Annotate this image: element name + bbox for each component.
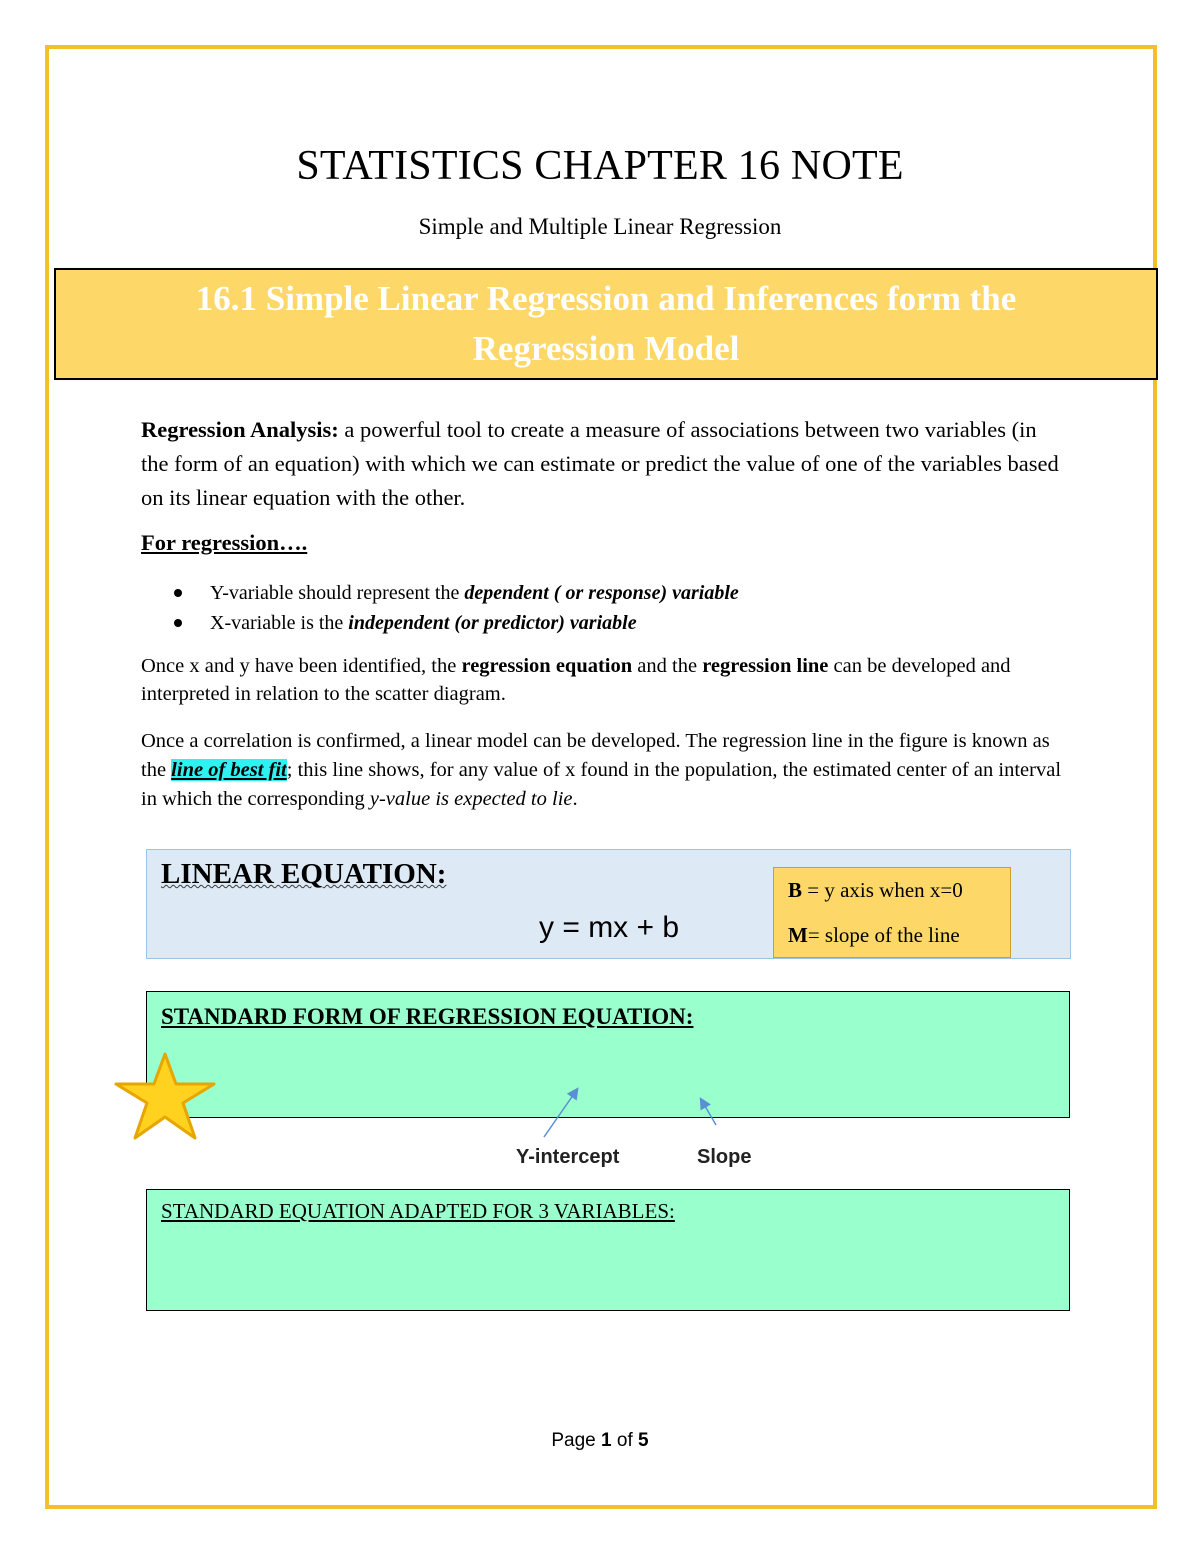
variable-definition-box: [773, 867, 1011, 958]
linear-equation-formula: y = mx + b: [539, 911, 680, 944]
pointer-arrows: [530, 1085, 730, 1145]
slope-label: Slope: [697, 1146, 752, 1168]
bullet-emphasis: independent (or predictor) variable: [348, 612, 637, 634]
section-heading: 16.1 Simple Linear Regression and Inferences form the Regression Model: [195, 279, 1017, 368]
bullet-text: Y-variable should represent the: [210, 582, 465, 604]
bullet-text: X-variable is the: [210, 612, 349, 634]
document-subtitle: Simple and Multiple Linear Regression: [418, 214, 782, 239]
list-item: [168, 578, 739, 608]
paragraph-correlation: Once a correlation is confirmed, a linear model can be developed. The regression line in the figure is known as the line of best fit; this line shows, for any value of x found in the population, the estimated center of an interval in which the corresponding y-value is expected to lie.: [141, 730, 1062, 810]
regression-definition: [141, 413, 1061, 515]
three-variable-title: STANDARD EQUATION ADAPTED FOR 3 VARIABLES:: [161, 1199, 675, 1223]
bullet-emphasis: dependent ( or response) variable: [464, 582, 739, 604]
three-variable-box: [146, 1189, 1070, 1311]
bold-term: regression equation: [461, 655, 633, 677]
b-definition: B = y axis when x=0: [788, 878, 963, 902]
star-icon: [114, 1050, 218, 1142]
document-title: STATISTICS CHAPTER 16 NOTE: [296, 143, 904, 189]
variable-bullet-list: [168, 578, 739, 638]
for-regression-heading: For regression….: [141, 530, 308, 555]
definition-term: Regression Analysis:: [141, 417, 339, 442]
page-total: 5: [638, 1430, 649, 1451]
definition-text: a powerful tool to create a measure of associations between two variables (in the form of an equation) with which we can estimate or predict the value of one of the variables based on its linear equation with the other.: [141, 417, 1059, 510]
y-intercept-label: Y-intercept: [516, 1146, 620, 1168]
y-intercept-arrow: [544, 1091, 576, 1137]
paragraph-once-identified: Once x and y have been identified, the regression equation and the regression line can be developed and interpreted in relation to the scatter diagram.: [141, 655, 1011, 705]
page-number: 1: [601, 1430, 612, 1451]
linear-equation-title: LINEAR EQUATION:: [161, 858, 447, 890]
slope-arrow: [702, 1101, 716, 1125]
section-heading-banner: [54, 268, 1158, 380]
m-definition: M= slope of the line: [788, 923, 960, 947]
list-item: [168, 608, 739, 638]
highlighted-term: line of best fit: [171, 759, 287, 781]
italic-phrase: y-value is expected to lie: [369, 788, 573, 810]
bold-term: regression line: [702, 655, 829, 677]
page-footer: Page 1 of 5: [551, 1430, 649, 1451]
standard-form-title: STANDARD FORM OF REGRESSION EQUATION:: [161, 1004, 694, 1029]
